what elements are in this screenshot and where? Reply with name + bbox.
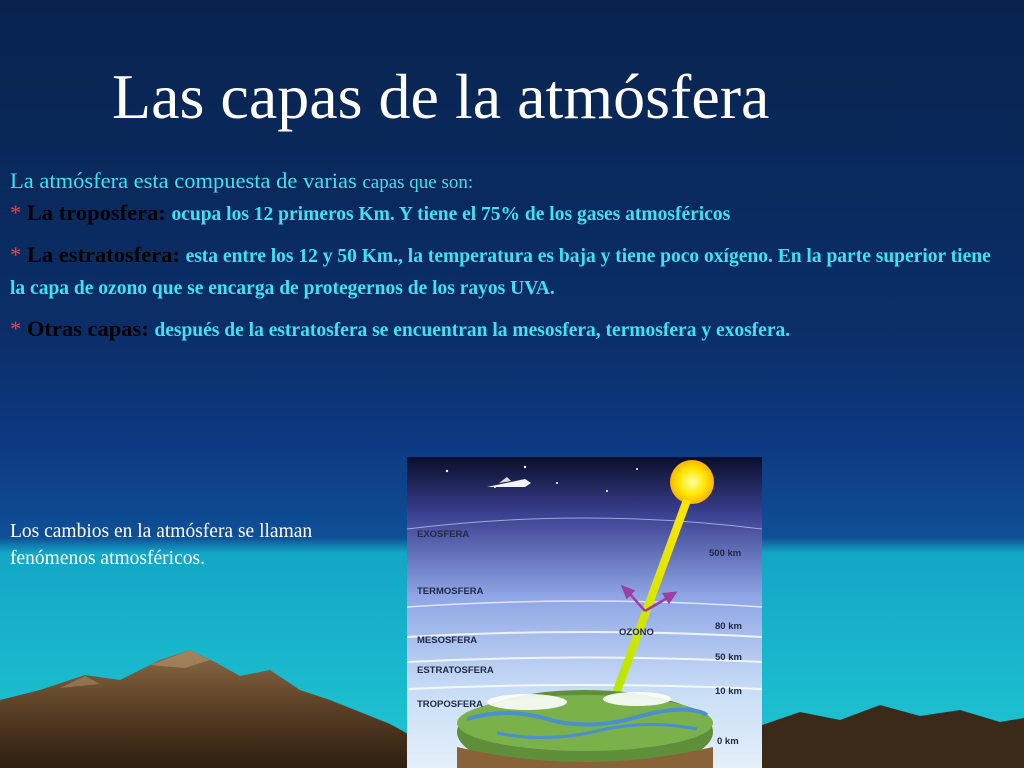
bullet-star: *: [10, 242, 22, 267]
intro-text: [10, 166, 1010, 198]
layer-label-estratosfera: ESTRATOSFERA: [417, 665, 494, 676]
item-description: después de la estratosfera se encuentran la mesosfera, termosfera y exosfera.: [154, 320, 791, 341]
altitude-label-500: 500 km: [709, 548, 742, 559]
bullet-star: *: [10, 200, 22, 225]
atmosphere-diagram: [407, 457, 762, 768]
layer-label-exosfera: EXOSFERA: [417, 529, 470, 540]
item-troposfera: [10, 198, 1010, 230]
altitude-label-50: 50 km: [715, 652, 742, 663]
layer-label-mesosfera: MESOSFERA: [417, 635, 478, 646]
left-mountains: [0, 650, 410, 768]
intro-small: capas que son:: [362, 172, 474, 193]
item-estratosfera: [10, 240, 1010, 304]
altitude-label-80: 80 km: [715, 621, 742, 632]
item-label: La troposfera:: [26, 200, 166, 225]
note-text: Los cambios en la atmósfera se llaman fenómenos atmosféricos.: [10, 521, 313, 569]
item-description: esta entre los 12 y 50 Km., la temperatura es baja y tiene poco oxígeno. En la parte superior tiene la capa de ozono que se encarga de protegernos de los rayos UVA.: [10, 246, 991, 299]
sun-icon: [670, 460, 714, 504]
slide-title: Las capas de la atmósfera: [112, 61, 770, 132]
item-otras-capas: [10, 314, 1010, 346]
intro-main: La atmósfera esta compuesta de varias: [10, 168, 363, 193]
layer-label-troposfera: TROPOSFERA: [417, 699, 483, 710]
altitude-label-0: 0 km: [717, 736, 739, 747]
item-label: La estratosfera:: [26, 242, 180, 267]
ozone-label: OZONO: [619, 627, 654, 638]
layer-label-termosfera: TERMOSFERA: [417, 586, 484, 597]
altitude-label-10: 10 km: [715, 686, 742, 697]
bullet-star: *: [10, 316, 22, 341]
content-block: [10, 166, 1010, 346]
right-mountains: [762, 705, 1024, 768]
item-label: Otras capas:: [26, 316, 149, 341]
item-description: ocupa los 12 primeros Km. Y tiene el 75% de los gases atmosféricos: [171, 204, 731, 225]
